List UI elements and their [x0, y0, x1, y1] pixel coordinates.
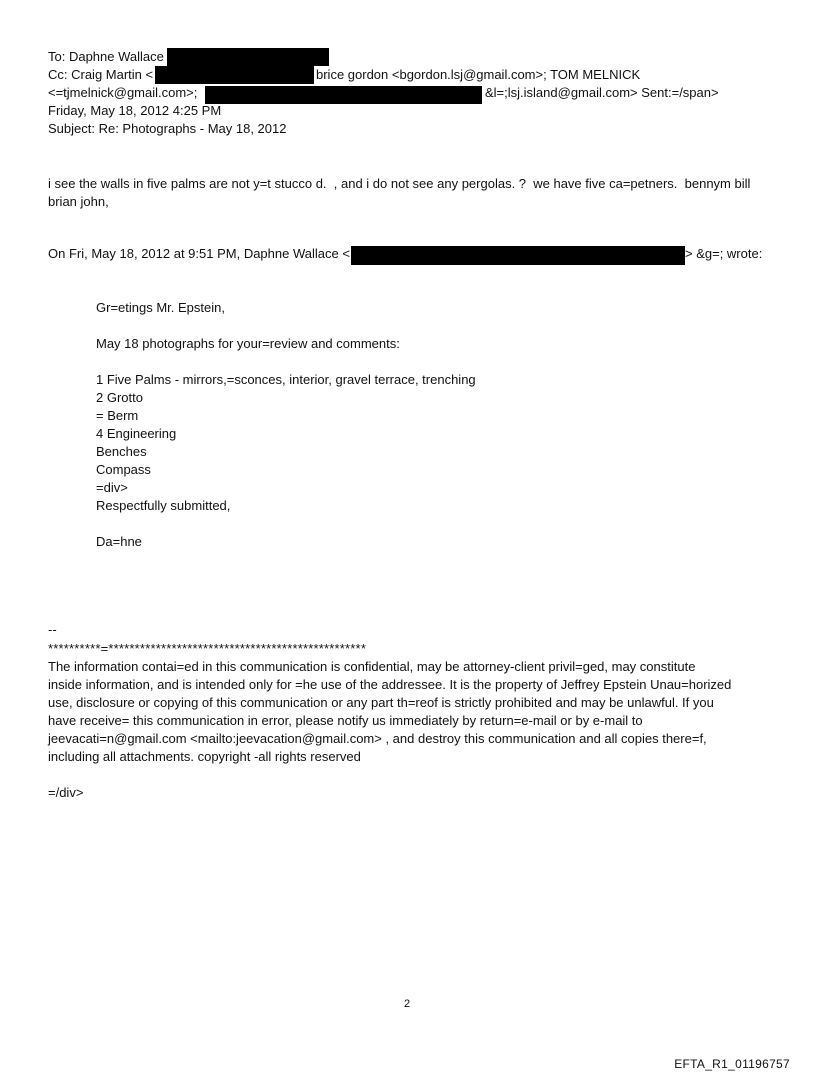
cc-line2-end: &l=;lsj.island@gmail.com> Sent:=/span>: [485, 85, 719, 100]
subject-line: Subject: Re: Photographs - May 18, 2012: [48, 121, 287, 136]
list-item: Benches: [96, 444, 147, 459]
redaction-block: [155, 66, 314, 84]
asterisk-rule: **********=*************************************************: [48, 641, 367, 656]
quote-header-end: > &g=; wrote:: [685, 246, 763, 261]
quoted-signature: Da=hne: [96, 534, 142, 549]
list-item: 2 Grotto: [96, 390, 143, 405]
list-item: =div>: [96, 480, 128, 495]
list-item: 4 Engineering: [96, 426, 177, 441]
cc-line2-start: <=tjmelnick@gmail.com>;: [48, 85, 198, 100]
cc-line-continued: brice gordon <bgordon.lsj@gmail.com>; TOM MELNICK: [316, 67, 641, 82]
disclaimer-line: including all attachments. copyright -all rights reserved: [48, 749, 361, 764]
redaction-block: [167, 48, 329, 66]
reply-text-line: brian john,: [48, 194, 109, 209]
list-item: 1 Five Palms - mirrors,=sconces, interior, gravel terrace, trenching: [96, 372, 476, 387]
quoted-greeting: Gr=etings Mr. Epstein,: [96, 300, 225, 315]
signature-separator: --: [48, 622, 57, 637]
page-number: 2: [404, 998, 411, 1010]
disclaimer-line: jeevacati=n@gmail.com <mailto:jeevacation@gmail.com> , and destroy this communication and all copies there=f,: [48, 731, 707, 746]
cc-line-start: Cc: Craig Martin <: [48, 67, 154, 82]
redaction-block: [205, 86, 482, 104]
disclaimer-line: have receive= this communication in error, please notify us immediately by return=e-mail or by e-mail to: [48, 713, 643, 728]
disclaimer-line: use, disclosure or copying of this communication or any part th=reof is strictly prohibited and may be unlawful. If you: [48, 695, 714, 710]
list-item: Compass: [96, 462, 151, 477]
closing-tag-text: =/div>: [48, 785, 84, 800]
sent-date: Friday, May 18, 2012 4:25 PM: [48, 103, 222, 118]
reply-text-line: i see the walls in five palms are not y=t stucco d. , and i do not see any pergolas. ? we have five ca=petners. bennym bill: [48, 176, 751, 191]
quote-header-start: On Fri, May 18, 2012 at 9:51 PM, Daphne Wallace <: [48, 246, 350, 261]
quoted-intro: May 18 photographs for your=review and comments:: [96, 336, 400, 351]
list-item: = Berm: [96, 408, 139, 423]
redaction-block: [351, 246, 685, 265]
to-line: To: Daphne Wallace: [48, 49, 164, 64]
disclaimer-line: The information contai=ed in this communication is confidential, may be attorney-client privil=ged, may constitute: [48, 659, 696, 674]
list-item: Respectfully submitted,: [96, 498, 231, 513]
disclaimer-line: inside information, and is intended only for =he use of the addressee. It is the property of Jeffrey Epstein Unau=horized: [48, 677, 732, 692]
document-id: EFTA_R1_01196757: [674, 1057, 790, 1071]
